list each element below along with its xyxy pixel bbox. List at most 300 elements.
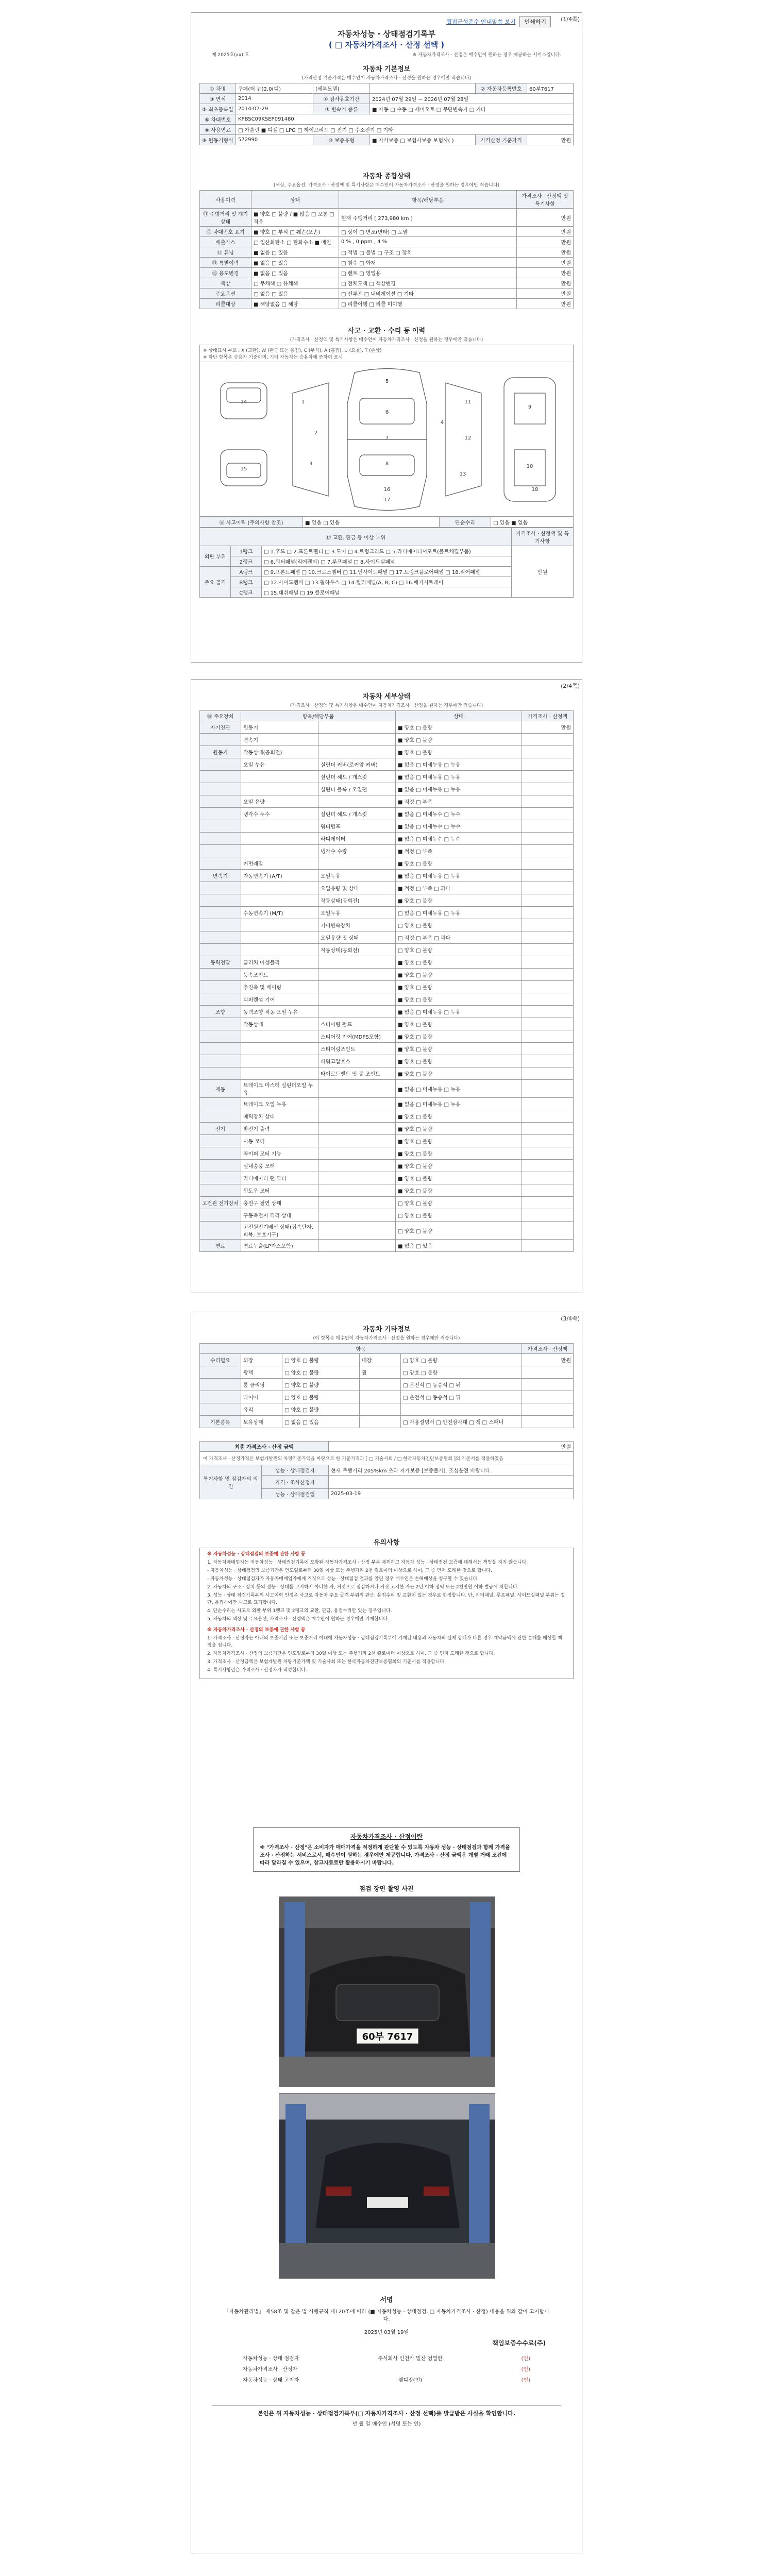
detail-part: 냉각수 누수 <box>241 808 318 820</box>
other-state-a: □ 양호 □ 불량 <box>282 1403 360 1416</box>
title-note: ※ 자동차가격조사 · 산정은 매수인이 원하는 경우 제공하는 서비스입니다. <box>412 53 561 58</box>
detail-header-device: ⑱ 주요장치 <box>200 711 241 721</box>
detail-device <box>200 1055 241 1067</box>
signer-seal: (인) <box>521 2378 530 2383</box>
other-item-b: 휠 <box>360 1366 401 1379</box>
detail-part <box>241 882 318 894</box>
cautions-title: 유의사항 <box>373 1539 400 1547</box>
other-info-note: (이 항목은 매수인이 자동차가격조사 · 산정을 원하는 경우에만 적습니다) <box>313 1336 460 1341</box>
page-2 <box>191 679 582 1293</box>
detail-part: 오일 유량 <box>241 795 318 808</box>
detail-price <box>522 1006 574 1018</box>
detail-part: 디퍼렌셜 기어 <box>241 993 318 1006</box>
detail-sub: 타이로드엔드 및 볼 조인트 <box>318 1067 396 1080</box>
condition-header-price: 가격조사 · 산정액 및 특기사항 <box>517 191 574 209</box>
detail-price <box>522 1209 574 1222</box>
table-row <box>200 1222 574 1240</box>
reg-number-value: 60부7617 <box>527 83 574 94</box>
other-group <box>200 1379 241 1391</box>
caution-item: 2. 자동차가격조사 · 산정의 보증기간은 인도일로부터 30일 이상 또는 주행거리 2천 킬로미터 이상으로 하며, 그 중 먼저 도래한 것으로 합니다. <box>207 1651 495 1657</box>
frame-table <box>199 528 574 598</box>
other-state-b: □ 양호 □ 불량 <box>401 1366 522 1379</box>
accessibility-link[interactable]: 웹접근성준수 안내말씀 보기 <box>446 19 516 25</box>
caution-item: 4. 단순수리는 사고로 외판 부위 1랭크 및 2랭크의 교환, 판금, 용접수리만 있는 경우입니다. <box>207 1608 392 1614</box>
detail-device <box>200 1067 241 1080</box>
condition-detail: 현재 주행거리 [ 273,980 km ] <box>339 209 517 227</box>
caution-item: 3. 성능 · 상태 점검기록부의 사고이력 인정은 사고로 자동차 주요 골격 부위의 판금, 용접수리 및 교환이 있는 경우로 한정합니다. 단, 쿼터패널, 루프패널, 사이드실패널 부위는 절단, 용접시에만 사고로 표기합니다. <box>207 1592 565 1605</box>
detail-section <box>199 688 574 1252</box>
condition-label: ⑫ 차대번호 표기 <box>200 227 251 237</box>
detail-state: □ 양호 □ 불량 <box>396 1222 522 1240</box>
frame-price-value: 만원 <box>512 546 574 598</box>
condition-label: 주요옵션 <box>200 289 251 299</box>
table-row <box>200 1110 574 1123</box>
condition-note: (색상, 주요옵션, 가격조사 · 산정액 및 특기사항은 매수인이 자동차가격조사 · 산정을 원하는 경우에만 적습니다) <box>273 183 500 188</box>
other-info-section <box>199 1320 574 1428</box>
table-row <box>200 931 574 944</box>
engine-label: ⑨ 원동기형식 <box>200 135 236 145</box>
detail-price <box>522 845 574 857</box>
detail-rows <box>200 721 574 1252</box>
simple-repair-value: □ 있음 ■ 없음 <box>491 517 574 528</box>
detail-device <box>200 1018 241 1030</box>
caution-item: - 자동차성능 · 상태점검의 보증기간은 인도일로부터 30일 이상 또는 주행거리 2천 킬로미터 이상으로 하며, 그 중 먼저 도래한 것으로 합니다. <box>207 1568 492 1573</box>
table-row <box>200 833 574 845</box>
caution-item: - 자동차성능 · 상태점검자가 자동차매매업자에게 거짓으로 성능 · 상태점검 결과를 알린 경우 매수인은 손해배상을 청구할 수 있습니다. <box>207 1576 479 1582</box>
car-name-label: ① 차명 <box>200 83 236 94</box>
detail-price <box>522 833 574 845</box>
rankA-items: □ 9.프론트패널 □ 10.크로스멤버 □ 11.인사이드패널 □ 17.트렁크플로어패널 □ 18.리어패널 <box>262 567 512 577</box>
detail-price <box>522 1240 574 1252</box>
inspection-photo-front <box>279 1896 495 2087</box>
detail-state: ■ 양호 □ 불량 <box>396 1184 522 1197</box>
part-number-label: 2 <box>314 430 318 436</box>
detail-sub: 냉각수 수량 <box>318 845 396 857</box>
detail-price <box>522 820 574 833</box>
detail-sub <box>318 981 396 993</box>
detail-price <box>522 956 574 969</box>
transmission-label: ⑦ 변속기 종류 <box>313 104 370 114</box>
detail-part: 작동상태 <box>241 1018 318 1030</box>
part-number-label: 9 <box>528 404 532 410</box>
signer-seal: (인) <box>521 2367 530 2372</box>
rank2-items: □ 6.쿼터패널(리어펜더) □ 7.루프패널 □ 8.사이드실패널 <box>262 556 512 567</box>
table-row <box>200 258 574 268</box>
detail-part: 수동변속기 (M/T) <box>241 907 318 919</box>
detail-part: 윈도우 모터 <box>241 1184 318 1197</box>
table-row <box>200 1098 574 1110</box>
detail-state: ■ 없음 □ 미세누수 □ 누수 <box>396 820 522 833</box>
detail-state: ■ 적정 □ 부족 □ 과다 <box>396 882 522 894</box>
condition-header-usage: 사용이력 <box>200 191 251 209</box>
detail-part: 배력장치 상태 <box>241 1110 318 1123</box>
detail-device: 조향 <box>200 1006 241 1018</box>
detail-part: 구동축전지 격리 상태 <box>241 1209 318 1222</box>
detail-state: ■ 없음 □ 미세누유 □ 누유 <box>396 758 522 771</box>
detail-device <box>200 1209 241 1222</box>
detail-state: ■ 양호 □ 불량 <box>396 734 522 746</box>
other-state-a: □ 양호 □ 불량 <box>282 1366 360 1379</box>
table-row <box>200 969 574 981</box>
detail-price: 만원 <box>522 721 574 734</box>
appraiser-remark <box>329 1476 574 1489</box>
signature-row <box>243 2352 530 2363</box>
detail-device <box>200 931 241 944</box>
table-row <box>200 981 574 993</box>
detail-state: ■ 양호 □ 불량 <box>396 1055 522 1067</box>
table-row <box>200 1123 574 1135</box>
condition-price: 만원 <box>517 278 574 289</box>
detail-sub: 오일누유 <box>318 907 396 919</box>
detail-device <box>200 1030 241 1043</box>
part-number-label: 4 <box>440 420 444 426</box>
inspection-date-value: 2025-03-19 <box>329 1489 574 1499</box>
detail-part: 추진축 및 베어링 <box>241 981 318 993</box>
other-info-table <box>199 1343 574 1428</box>
table-header <box>200 191 574 209</box>
rankC-items: □ 15.대쉬패널 □ 19.플로어패널 <box>262 587 512 598</box>
detail-price <box>522 1222 574 1240</box>
detail-sub <box>318 1123 396 1135</box>
detail-part: 커먼레일 <box>241 857 318 870</box>
table-row <box>200 907 574 919</box>
detail-device: 원동기 <box>200 746 241 758</box>
detail-device <box>200 969 241 981</box>
detail-device <box>200 820 241 833</box>
condition-detail: □ 리콜이행 □ 리콜 미이행 <box>339 299 517 309</box>
detail-sub <box>318 746 396 758</box>
part-number-label: 3 <box>309 461 313 467</box>
detail-part: 충전구 절연 상태 <box>241 1197 318 1209</box>
other-group: 기본품목 <box>200 1416 241 1428</box>
other-price <box>522 1366 574 1379</box>
detail-device <box>200 894 241 907</box>
accident-label: ⑯ 사고이력 (주의사항 참조) <box>200 517 303 528</box>
detail-device <box>200 783 241 795</box>
caution-item: 5. 자동차의 색상 및 주요옵션, 가격조사 · 산정액은 매수인이 원하는 경우에만 기재합니다. <box>207 1616 389 1622</box>
detail-part: 자동변속기 (A/T) <box>241 870 318 882</box>
caution-item: 1. 가격조사 · 산정자는 아래의 보증기간 또는 보증거리 이내에 자동차성능 · 상태점검기록부에 기재된 내용과 자동차의 실제 상태가 다른 경우 계약금액에 관한 손해를 배상할 책임을 집니다. <box>207 1636 562 1649</box>
detail-part <box>241 1043 318 1055</box>
part-number-label: 1 <box>301 399 305 405</box>
cert-number: 제 2025호(xx) 호 <box>212 53 249 58</box>
table-row <box>200 1135 574 1147</box>
car-model-label: (세부모델) <box>313 83 370 94</box>
table-row <box>200 546 574 556</box>
table-header <box>200 528 574 546</box>
marks-note-2: ※ 하단 항목은 승용차 기준이며, 기타 자동차는 승용차에 준하여 표시 <box>203 355 343 360</box>
detail-price <box>522 1030 574 1043</box>
part-number-label: 14 <box>240 399 247 405</box>
detail-device: 변속기 <box>200 870 241 882</box>
other-item-a: 타이어 <box>241 1391 282 1403</box>
table-row <box>200 1067 574 1080</box>
table-row <box>200 1379 574 1391</box>
detail-state: ■ 양호 □ 불량 <box>396 857 522 870</box>
condition-status: □ 무채색 □ 유채색 <box>251 278 339 289</box>
detail-part: 브레이크 마스터 실린더오일 누유 <box>241 1080 318 1098</box>
condition-price: 만원 <box>517 258 574 268</box>
part-number-label: 12 <box>464 435 472 441</box>
detail-sub <box>318 857 396 870</box>
detail-price <box>522 1110 574 1123</box>
simple-repair-label: 단순수리 <box>440 517 491 528</box>
detail-state: □ 없음 □ 미세누유 □ 누유 <box>396 907 522 919</box>
detail-device <box>200 758 241 771</box>
table-row <box>200 278 574 289</box>
cautions-part2 <box>207 1635 566 1674</box>
other-header-price: 가격조사 · 산정액 <box>522 1344 574 1354</box>
detail-device <box>200 944 241 956</box>
detail-state: ■ 없음 □ 미세누유 □ 누유 <box>396 1098 522 1110</box>
condition-status: □ 일산화탄소 □ 탄화수소 ■ 매연 <box>251 237 339 247</box>
detail-part <box>241 783 318 795</box>
detail-sub <box>318 1172 396 1184</box>
rankB-label: B랭크 <box>231 577 262 587</box>
detail-sub: 파워고압호스 <box>318 1055 396 1067</box>
detail-part <box>241 1030 318 1043</box>
detail-state: ■ 양호 □ 불량 <box>396 746 522 758</box>
vin-value: KPBSC09KSEP091480 <box>236 114 574 125</box>
part-number-label: 8 <box>385 461 389 467</box>
part-number-label: 7 <box>385 435 389 441</box>
part-number-label: 11 <box>464 399 472 405</box>
table-row <box>200 758 574 771</box>
car-name-value: 쿠페(더 뉴)2.0(디) <box>236 83 313 94</box>
detail-price <box>522 1123 574 1135</box>
detail-price <box>522 758 574 771</box>
header <box>191 28 582 59</box>
car-model-value <box>370 83 476 94</box>
detail-state: ■ 없음 □ 미세누유 □ 누유 <box>396 870 522 882</box>
detail-sub <box>318 956 396 969</box>
table-row <box>200 1055 574 1067</box>
detail-device <box>200 1160 241 1172</box>
detail-price <box>522 1135 574 1147</box>
condition-label: 배출가스 <box>200 237 251 247</box>
detail-part <box>241 845 318 857</box>
detail-price <box>522 734 574 746</box>
detail-price <box>522 944 574 956</box>
final-statement: 이 가격조사 · 산정가격은 보험개발원의 차량기준가액을 바탕으로 한 기준가격과 [ □ 기술사회 / □ 한국자동차진단보증협회 ]의 기준서를 적용하였음 <box>200 1452 574 1465</box>
notice-box <box>253 1827 520 1872</box>
table-row <box>200 1452 574 1465</box>
detail-price <box>522 1160 574 1172</box>
appraiser-label: 가격 · 조사산정자 <box>262 1476 329 1489</box>
detail-device: 전기 <box>200 1123 241 1135</box>
part-number-label: 6 <box>385 410 389 415</box>
condition-label: 색상 <box>200 278 251 289</box>
detail-part <box>241 894 318 907</box>
cautions-part2-title: ※ 자동차가격조사 · 산정의 보증에 관한 사항 등 <box>207 1628 306 1633</box>
main-frame-label: 주요 골격 <box>200 567 231 598</box>
detail-part: 브레이크 오일 누유 <box>241 1098 318 1110</box>
other-item-b <box>360 1416 401 1428</box>
other-state-b: □ 양호 □ 불량 <box>401 1354 522 1366</box>
fuel-value: □ 가솔린 ■ 디젤 □ LPG □ 하이브리드 □ 전기 □ 수소전기 □ 기타 <box>236 125 574 135</box>
detail-price <box>522 783 574 795</box>
engine-value: 572990 <box>236 135 313 145</box>
car-diagram <box>199 362 574 517</box>
condition-detail: 0 % , 0 ppm , 4 % <box>339 237 517 247</box>
detail-price <box>522 1018 574 1030</box>
other-item-b: 내장 <box>360 1354 401 1366</box>
table-header <box>200 1344 574 1354</box>
caution-item: 1. 자동차매매업자는 자동차성능 · 상태점검기록에 포함된 자동차가격조사 · 산정 부분 제외하고 자동차 성능 · 상태점검 보증에 대해서는 책임을 지지 않습니다. <box>207 1560 528 1565</box>
detail-price <box>522 907 574 919</box>
detail-device: 자기진단 <box>200 721 241 734</box>
other-state-b: □ 운전석 □ 동승석 □ 뒤 <box>401 1379 522 1391</box>
other-price <box>522 1379 574 1391</box>
detail-sub <box>318 1135 396 1147</box>
detail-device <box>200 993 241 1006</box>
condition-label: ⑪ 주행거리 및 계기상태 <box>200 209 251 227</box>
cautions-section <box>199 1534 574 1679</box>
base-price-value: 만원 <box>527 135 574 145</box>
table-row <box>200 721 574 734</box>
table-row <box>200 1391 574 1403</box>
photos-title: 점검 장면 촬영 사진 <box>359 1885 414 1892</box>
detail-price <box>522 808 574 820</box>
condition-section <box>199 167 574 309</box>
other-item-b <box>360 1403 401 1416</box>
base-price-label: 가격산정 기준가격 <box>476 135 527 145</box>
detail-device <box>200 771 241 783</box>
detail-note: (가격조사 · 산정액 및 특기사항은 매수인이 자동차가격조사 · 산정을 원하는 경우에만 적습니다) <box>290 703 483 708</box>
detail-part <box>241 919 318 931</box>
signer-name: 웰디정(인) <box>398 2378 423 2383</box>
detail-sub: 스티어링 펌프 <box>318 1018 396 1030</box>
other-state-a: □ 양호 □ 불량 <box>282 1379 360 1391</box>
detail-price <box>522 1172 574 1184</box>
detail-sub <box>318 1006 396 1018</box>
table-row <box>200 956 574 969</box>
detail-device <box>200 1043 241 1055</box>
detail-device: 동력전달 <box>200 956 241 969</box>
detail-device: 연료 <box>200 1240 241 1252</box>
detail-part: 시동 모터 <box>241 1135 318 1147</box>
page-number: (2/4쪽) <box>561 683 580 689</box>
other-item-a: 유리 <box>241 1403 282 1416</box>
detail-part <box>241 1067 318 1080</box>
detail-device <box>200 1110 241 1123</box>
detail-part <box>241 833 318 845</box>
other-item-a: 광택 <box>241 1366 282 1379</box>
detail-device <box>200 882 241 894</box>
inspector-label: 성능 · 상태점검자 <box>262 1465 329 1476</box>
detail-sub <box>318 993 396 1006</box>
accident-marks-box <box>199 345 574 362</box>
table-header <box>200 711 574 721</box>
detail-sub: 라디에이터 <box>318 833 396 845</box>
table-row <box>200 517 574 528</box>
detail-state: ■ 양호 □ 불량 <box>396 721 522 734</box>
signature-section <box>212 2291 561 2427</box>
condition-price: 만원 <box>517 299 574 309</box>
detail-state: ■ 없음 □ 있음 <box>396 1240 522 1252</box>
table-row <box>200 746 574 758</box>
detail-sub: 작동상태(공회전) <box>318 944 396 956</box>
detail-sub <box>318 1197 396 1209</box>
detail-part <box>241 944 318 956</box>
notice-title: 자동차가격조사 · 산정이란 <box>350 1833 423 1840</box>
detail-state: ■ 양호 □ 불량 <box>396 894 522 907</box>
detail-price <box>522 882 574 894</box>
detail-device <box>200 857 241 870</box>
detail-state: ■ 없음 □ 미세누수 □ 누수 <box>396 833 522 845</box>
final-unit: 만원 <box>329 1442 574 1452</box>
condition-price: 만원 <box>517 268 574 278</box>
detail-price <box>522 771 574 783</box>
rankA-label: A랭크 <box>231 567 262 577</box>
detail-price <box>522 981 574 993</box>
detail-state: □ 양호 □ 불량 <box>396 919 522 931</box>
detail-price <box>522 1098 574 1110</box>
condition-detail: □ 전체도색 □ 색상변경 <box>339 278 517 289</box>
detail-price <box>522 857 574 870</box>
detail-sub <box>318 1209 396 1222</box>
detail-title: 자동차 세부상태 <box>362 693 411 701</box>
table-row <box>200 919 574 931</box>
first-reg-label: ⑤ 최초등록일 <box>200 104 236 114</box>
detail-part: 변속기 <box>241 734 318 746</box>
table-row <box>200 1147 574 1160</box>
detail-device <box>200 1184 241 1197</box>
other-item-b <box>360 1391 401 1403</box>
document-subtitle: ( □ 자동차가격조사 · 산정 선택 ) <box>328 40 445 49</box>
table-row <box>200 125 574 135</box>
detail-sub <box>318 795 396 808</box>
condition-label: ⑬ 튜닝 <box>200 247 251 258</box>
condition-price: 만원 <box>517 289 574 299</box>
detail-device <box>200 1147 241 1160</box>
final-title: 최종 가격조사 · 산정 금액 <box>200 1442 329 1452</box>
warranty-label: ⑩ 보증유형 <box>313 135 370 145</box>
part-number-label: 15 <box>240 466 247 472</box>
inspection-date-label: 성능 · 상태점검일 <box>262 1489 329 1499</box>
page-number: (3/4쪽) <box>561 1315 580 1322</box>
print-button[interactable]: 인쇄하기 <box>519 16 551 27</box>
condition-header-item: 항목/해당부품 <box>339 191 517 209</box>
detail-sub <box>318 734 396 746</box>
other-price <box>522 1416 574 1428</box>
other-state-a: □ 양호 □ 불량 <box>282 1354 360 1366</box>
signer-name: 주식회사 인천카 밑산 검열한 <box>378 2356 443 2362</box>
signer-seal: (인) <box>521 2356 530 2362</box>
detail-device <box>200 808 241 820</box>
detail-device <box>200 795 241 808</box>
detail-device <box>200 845 241 857</box>
notice-text: ※ "가격조사 · 산정"은 소비자가 매매가격을 적정하게 판단할 수 있도록 자동차 성능 · 상태점검과 함께 가격을 조사 · 산정하는 서비스로서, 매수인이 원하는 경우에만 제공합니다. 가격조사 · 산정 금액은 개별 거래 조건에 따라 달라질 수 있으며, 참고자료로만 활용하시기 바랍니다. <box>260 1845 510 1866</box>
document-title: 자동차성능 · 상태점검기록부 <box>337 29 436 39</box>
detail-sub: 워터펌프 <box>318 820 396 833</box>
detail-sub <box>318 1098 396 1110</box>
table-row <box>200 1043 574 1055</box>
other-state-a: □ 양호 □ 불량 <box>282 1391 360 1403</box>
detail-state: ■ 양호 □ 불량 <box>396 993 522 1006</box>
part-number-label: 17 <box>383 497 391 503</box>
table-row <box>200 83 574 94</box>
table-row <box>200 1018 574 1030</box>
detail-state: ■ 없음 □ 미세누유 □ 누유 <box>396 771 522 783</box>
condition-price: 만원 <box>517 227 574 237</box>
car-left-side-view <box>293 383 329 496</box>
detail-state: ■ 양호 □ 불량 <box>396 1147 522 1160</box>
detail-state: ■ 적정 □ 부족 <box>396 845 522 857</box>
other-info-title: 자동차 기타정보 <box>362 1326 411 1333</box>
table-row <box>200 268 574 278</box>
detail-device <box>200 919 241 931</box>
